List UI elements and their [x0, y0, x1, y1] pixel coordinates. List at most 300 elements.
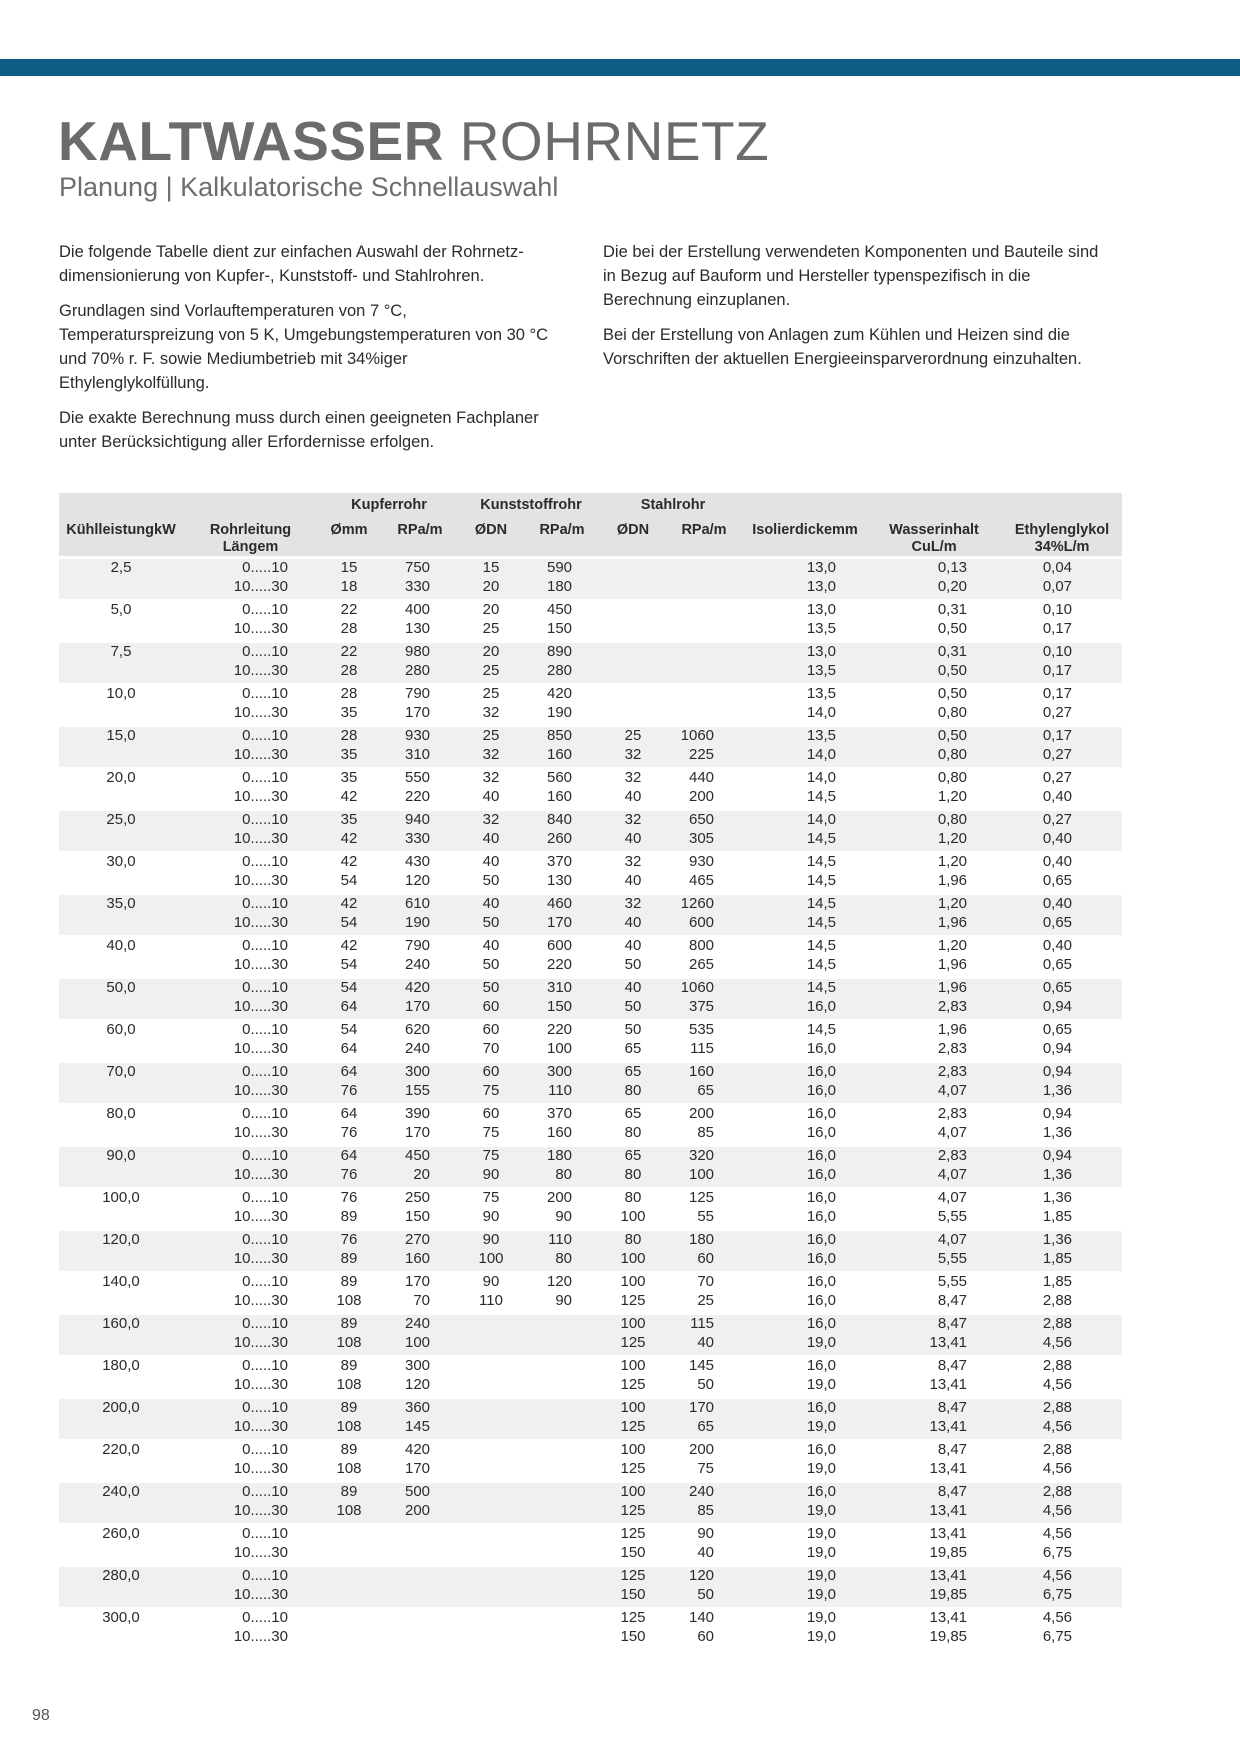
- top-accent-bar: [0, 59, 1240, 76]
- cell-value: 0.....10: [242, 1021, 288, 1038]
- table-row: [59, 685, 1122, 727]
- cell-ethylenglykol: [1002, 811, 1122, 853]
- cell-value: [602, 704, 664, 723]
- cell-value: 89: [340, 1441, 358, 1458]
- cell-isolierdicke: [744, 727, 866, 769]
- cell-value: 60: [482, 1063, 500, 1080]
- cell-value: [522, 1628, 572, 1647]
- cell-value: 0.....10: [242, 643, 288, 660]
- cell-value: 80: [624, 1231, 642, 1248]
- cell-value: 5,55: [937, 1273, 968, 1290]
- cell-value: 450: [546, 601, 573, 618]
- cell-value: 28: [340, 619, 358, 637]
- cell-value: 300: [404, 1063, 431, 1080]
- cell-kupfer-r: [380, 1441, 460, 1483]
- cell-kupfer-durchmesser: [318, 979, 380, 1021]
- cell-stahl-durchmesser: [602, 1021, 664, 1063]
- cell-kunststoff-r: [522, 1063, 602, 1105]
- cell-value: 89: [340, 1249, 358, 1267]
- cell-value: 6,75: [1042, 1543, 1073, 1561]
- cell-kunststoff-durchmesser: [460, 811, 522, 853]
- cell-value: [380, 1628, 430, 1647]
- cell-value: [664, 685, 714, 704]
- cell-value: 200: [689, 1441, 715, 1458]
- cell-stahl-r: [664, 1315, 744, 1357]
- cell-value: 108: [336, 1291, 362, 1309]
- cell-kuehlleistung: [59, 1063, 183, 1105]
- cell-isolierdicke: [744, 1483, 866, 1525]
- cell-value: 0.....10: [242, 1189, 288, 1206]
- cell-kupfer-r: [380, 1021, 460, 1063]
- intro-paragraph: Die folgende Tabelle dient zur einfachen Auswahl der Rohrnetz-dimensionierung von Kupfer-, Kunststoff- und Stahlrohren.: [59, 243, 524, 285]
- cell-stahl-r: [664, 1021, 744, 1063]
- cell-isolierdicke: [744, 1357, 866, 1399]
- cell-value: [664, 662, 714, 681]
- cell-kunststoff-durchmesser: [460, 979, 522, 1021]
- cell-value: 19,0: [806, 1417, 837, 1435]
- cell-value: 0,65: [1042, 955, 1073, 973]
- cell-kuehlleistung: [59, 1525, 183, 1567]
- cell-stahl-durchmesser: [602, 1063, 664, 1105]
- cell-value: 240: [689, 1483, 715, 1500]
- cell-value: [664, 578, 714, 597]
- cell-value: 465: [689, 871, 715, 889]
- cell-rohrleitung-laenge: [183, 1231, 318, 1273]
- cell-value: 16,0: [806, 1315, 837, 1332]
- cell-value: 0,17: [1042, 685, 1073, 702]
- table-row: [59, 937, 1122, 979]
- cell-value: 0,80: [937, 769, 968, 786]
- cell-value: 400: [404, 601, 431, 618]
- cell-value: 200,0: [102, 1399, 140, 1416]
- column-header-kupfer-r: [380, 518, 460, 559]
- cell-isolierdicke: [744, 1231, 866, 1273]
- cell-value: 13,41: [929, 1567, 968, 1584]
- cell-kupfer-durchmesser: [318, 937, 380, 979]
- cell-kupfer-durchmesser: [318, 1147, 380, 1189]
- cell-stahl-durchmesser: [602, 559, 664, 601]
- cell-value: [460, 1502, 522, 1521]
- cell-isolierdicke: [744, 1105, 866, 1147]
- cell-kuehlleistung: [59, 1147, 183, 1189]
- cell-ethylenglykol: [1002, 1609, 1122, 1651]
- cell-value: 130: [404, 619, 431, 637]
- cell-value: 125: [620, 1375, 646, 1393]
- cell-stahl-r: [664, 1483, 744, 1525]
- cell-value: 100: [620, 1483, 646, 1500]
- cell-value: 108: [336, 1501, 362, 1519]
- cell-value: 4,56: [1042, 1459, 1073, 1477]
- column-header-unit: kW: [154, 522, 176, 538]
- cell-value: 600: [689, 913, 715, 931]
- cell-isolierdicke: [744, 1441, 866, 1483]
- cell-value: 2,88: [1042, 1357, 1073, 1374]
- cell-value: 70: [482, 1039, 500, 1057]
- cell-isolierdicke: [744, 643, 866, 685]
- cell-kuehlleistung: [59, 1567, 183, 1609]
- cell-kuehlleistung: [59, 1483, 183, 1525]
- table-row: [59, 727, 1122, 769]
- cell-value: 200: [689, 787, 715, 805]
- column-header-unit: Pa/m: [549, 522, 585, 538]
- column-header-unit: L/m: [930, 539, 957, 555]
- cell-kupfer-r: [380, 1609, 460, 1651]
- cell-kupfer-durchmesser: [318, 1273, 380, 1315]
- cell-value: 1,20: [937, 937, 968, 954]
- cell-value: 0,04: [1042, 559, 1073, 576]
- cell-stahl-durchmesser: [602, 979, 664, 1021]
- table-row: [59, 1273, 1122, 1315]
- cell-kunststoff-durchmesser: [460, 1357, 522, 1399]
- cell-wasserinhalt-cu: [866, 1231, 1002, 1273]
- cell-value: 10.....30: [233, 829, 288, 847]
- cell-value: 0,94: [1042, 1147, 1073, 1164]
- cell-value: 170: [404, 997, 431, 1015]
- cell-value: 560: [546, 769, 573, 786]
- cell-value: 76: [340, 1123, 358, 1141]
- cell-value: 28: [340, 685, 358, 702]
- cell-value: 650: [689, 811, 715, 828]
- cell-value: 75: [482, 1081, 500, 1099]
- cell-kupfer-durchmesser: [318, 727, 380, 769]
- cell-value: [522, 1399, 572, 1418]
- cell-value: 300: [404, 1357, 431, 1374]
- cell-kuehlleistung: [59, 1189, 183, 1231]
- column-header-label: Kühlleistung: [66, 522, 155, 538]
- cell-isolierdicke: [744, 1147, 866, 1189]
- cell-kunststoff-r: [522, 979, 602, 1021]
- table-row: [59, 1105, 1122, 1147]
- cell-value: 145: [689, 1357, 715, 1374]
- column-header-stahl-r: [664, 518, 744, 559]
- cell-value: 10.....30: [233, 787, 288, 805]
- cell-ethylenglykol: [1002, 601, 1122, 643]
- cell-value: 75: [697, 1459, 715, 1477]
- cell-value: [522, 1525, 572, 1544]
- cell-value: 5,55: [937, 1207, 968, 1225]
- cell-value: 125: [689, 1189, 715, 1206]
- table-row: [59, 769, 1122, 811]
- group-header-stahlrohr: Stahlrohr: [602, 493, 744, 518]
- cell-value: 0,65: [1042, 1021, 1073, 1038]
- cell-kupfer-r: [380, 1567, 460, 1609]
- cell-value: 40: [624, 829, 642, 847]
- cell-kunststoff-durchmesser: [460, 727, 522, 769]
- cell-value: 54: [340, 1021, 358, 1038]
- cell-value: 40: [624, 787, 642, 805]
- cell-value: 390: [404, 1105, 431, 1122]
- cell-value: 120: [546, 1273, 573, 1290]
- cell-value: 42: [340, 895, 358, 912]
- cell-rohrleitung-laenge: [183, 1399, 318, 1441]
- cell-stahl-durchmesser: [602, 1567, 664, 1609]
- cell-wasserinhalt-cu: [866, 601, 1002, 643]
- cell-value: 80: [555, 1249, 573, 1267]
- table-row: [59, 1525, 1122, 1567]
- cell-value: [460, 1586, 522, 1605]
- cell-value: 32: [482, 769, 500, 786]
- cell-kunststoff-r: [522, 1399, 602, 1441]
- cell-rohrleitung-laenge: [183, 1315, 318, 1357]
- cell-value: 90: [482, 1207, 500, 1225]
- cell-value: 180: [546, 577, 573, 595]
- cell-value: [460, 1418, 522, 1437]
- cell-value: 420: [404, 979, 431, 996]
- cell-value: 190: [546, 703, 573, 721]
- cell-ethylenglykol: [1002, 1399, 1122, 1441]
- cell-ethylenglykol: [1002, 979, 1122, 1021]
- cell-value: 430: [404, 853, 431, 870]
- cell-value: 450: [404, 1147, 431, 1164]
- cell-kupfer-r: [380, 685, 460, 727]
- cell-value: 460: [546, 895, 573, 912]
- cell-kupfer-r: [380, 601, 460, 643]
- cell-kupfer-r: [380, 1231, 460, 1273]
- cell-isolierdicke: [744, 1189, 866, 1231]
- cell-value: [522, 1586, 572, 1605]
- cell-value: 8,47: [937, 1315, 968, 1332]
- cell-value: 14,5: [806, 913, 837, 931]
- cell-value: 1,85: [1042, 1249, 1073, 1267]
- cell-value: 10.....30: [233, 1039, 288, 1057]
- cell-value: 5,55: [937, 1249, 968, 1267]
- cell-value: 20,0: [106, 769, 136, 786]
- cell-value: 100: [620, 1399, 646, 1416]
- cell-value: 0.....10: [242, 1231, 288, 1248]
- cell-value: 14,0: [806, 769, 837, 786]
- cell-stahl-r: [664, 1273, 744, 1315]
- cell-value: 0,10: [1042, 643, 1073, 660]
- cell-value: [664, 620, 714, 639]
- cell-value: 2,88: [1042, 1291, 1073, 1309]
- cell-rohrleitung-laenge: [183, 1273, 318, 1315]
- cell-value: 13,0: [806, 577, 837, 595]
- cell-stahl-durchmesser: [602, 1231, 664, 1273]
- cell-stahl-durchmesser: [602, 853, 664, 895]
- cell-wasserinhalt-cu: [866, 559, 1002, 601]
- cell-ethylenglykol: [1002, 685, 1122, 727]
- cell-value: 4,07: [937, 1231, 968, 1248]
- cell-wasserinhalt-cu: [866, 811, 1002, 853]
- cell-value: 14,5: [806, 853, 837, 870]
- cell-value: 13,5: [806, 619, 837, 637]
- column-header-kupfer-durchmesser: [318, 518, 380, 559]
- cell-value: 790: [404, 685, 431, 702]
- cell-value: 89: [340, 1207, 358, 1225]
- cell-value: [522, 1544, 572, 1563]
- cell-kuehlleistung: [59, 1105, 183, 1147]
- column-header-ethylenglykol: [1002, 518, 1122, 559]
- table-row: [59, 1147, 1122, 1189]
- cell-ethylenglykol: [1002, 1189, 1122, 1231]
- cell-value: 90: [482, 1231, 500, 1248]
- cell-kunststoff-durchmesser: [460, 685, 522, 727]
- cell-value: [460, 1376, 522, 1395]
- cell-value: 1,20: [937, 853, 968, 870]
- cell-value: 930: [689, 853, 715, 870]
- intro-right-column: [603, 240, 1103, 382]
- cell-value: 0,27: [1042, 811, 1073, 828]
- cell-rohrleitung-laenge: [183, 1567, 318, 1609]
- cell-value: 500: [404, 1483, 431, 1500]
- cell-kunststoff-durchmesser: [460, 1189, 522, 1231]
- cell-value: 10.....30: [233, 997, 288, 1015]
- cell-kunststoff-r: [522, 685, 602, 727]
- cell-kunststoff-durchmesser: [460, 601, 522, 643]
- cell-kunststoff-durchmesser: [460, 1525, 522, 1567]
- cell-wasserinhalt-cu: [866, 1567, 1002, 1609]
- cell-wasserinhalt-cu: [866, 853, 1002, 895]
- cell-stahl-r: [664, 601, 744, 643]
- cell-wasserinhalt-cu: [866, 1021, 1002, 1063]
- cell-value: 108: [336, 1417, 362, 1435]
- cell-value: 0,80: [937, 811, 968, 828]
- cell-value: 60: [482, 1105, 500, 1122]
- cell-value: [522, 1609, 572, 1628]
- cell-value: 32: [624, 769, 642, 786]
- cell-kupfer-r: [380, 811, 460, 853]
- cell-wasserinhalt-cu: [866, 727, 1002, 769]
- cell-value: [460, 1315, 522, 1334]
- cell-value: 54: [340, 913, 358, 931]
- cell-wasserinhalt-cu: [866, 1399, 1002, 1441]
- cell-value: 0,31: [937, 601, 968, 618]
- cell-value: 19,0: [806, 1333, 837, 1351]
- cell-wasserinhalt-cu: [866, 769, 1002, 811]
- cell-value: 125: [620, 1291, 646, 1309]
- cell-value: 790: [404, 937, 431, 954]
- cell-value: 19,0: [806, 1627, 837, 1645]
- cell-rohrleitung-laenge: [183, 1189, 318, 1231]
- cell-value: [664, 704, 714, 723]
- cell-value: 0,40: [1042, 937, 1073, 954]
- cell-isolierdicke: [744, 937, 866, 979]
- cell-isolierdicke: [744, 601, 866, 643]
- cell-value: 16,0: [806, 1357, 837, 1374]
- cell-kunststoff-r: [522, 643, 602, 685]
- cell-kunststoff-r: [522, 727, 602, 769]
- cell-isolierdicke: [744, 685, 866, 727]
- cell-kunststoff-r: [522, 1021, 602, 1063]
- column-header-label: Ø: [330, 522, 342, 538]
- cell-value: 14,0: [806, 745, 837, 763]
- cell-value: 550: [404, 769, 431, 786]
- cell-value: [460, 1399, 522, 1418]
- cell-kuehlleistung: [59, 727, 183, 769]
- cell-stahl-r: [664, 1525, 744, 1567]
- cell-wasserinhalt-cu: [866, 643, 1002, 685]
- cell-value: 265: [689, 955, 715, 973]
- cell-value: 0.....10: [242, 811, 288, 828]
- cell-value: 125: [620, 1333, 646, 1351]
- cell-value: 2,83: [937, 997, 968, 1015]
- cell-rohrleitung-laenge: [183, 1609, 318, 1651]
- cell-ethylenglykol: [1002, 1315, 1122, 1357]
- cell-value: 89: [340, 1273, 358, 1290]
- cell-kuehlleistung: [59, 979, 183, 1021]
- cell-value: 220: [404, 787, 431, 805]
- cell-value: 0.....10: [242, 895, 288, 912]
- cell-value: 2,83: [937, 1063, 968, 1080]
- cell-value: 0.....10: [242, 1483, 288, 1500]
- cell-kupfer-durchmesser: [318, 1189, 380, 1231]
- cell-value: 40: [697, 1543, 715, 1561]
- cell-ethylenglykol: [1002, 1483, 1122, 1525]
- cell-kunststoff-r: [522, 1441, 602, 1483]
- cell-isolierdicke: [744, 811, 866, 853]
- cell-kupfer-durchmesser: [318, 769, 380, 811]
- cell-value: 20: [482, 601, 500, 618]
- cell-value: 20: [413, 1165, 431, 1183]
- cell-value: 10.....30: [233, 1333, 288, 1351]
- cell-value: 1,85: [1042, 1273, 1073, 1290]
- table-row: [59, 1483, 1122, 1525]
- cell-value: 130: [546, 871, 573, 889]
- cell-value: 10.....30: [233, 955, 288, 973]
- cell-kunststoff-r: [522, 811, 602, 853]
- cell-value: 54: [340, 871, 358, 889]
- cell-kuehlleistung: [59, 811, 183, 853]
- cell-stahl-r: [664, 1357, 744, 1399]
- cell-kupfer-durchmesser: [318, 853, 380, 895]
- cell-value: 220: [546, 955, 573, 973]
- cell-value: 270: [404, 1231, 431, 1248]
- cell-value: 10.....30: [233, 1459, 288, 1477]
- cell-value: 14,5: [806, 829, 837, 847]
- cell-value: 32: [482, 745, 500, 763]
- cell-value: 18: [340, 577, 358, 595]
- cell-value: 170: [546, 913, 573, 931]
- cell-rohrleitung-laenge: [183, 1021, 318, 1063]
- table-body: [59, 559, 1122, 1651]
- cell-value: 200: [546, 1189, 573, 1206]
- cell-kupfer-durchmesser: [318, 1399, 380, 1441]
- cell-value: 1,96: [937, 913, 968, 931]
- cell-value: 2,5: [110, 559, 132, 576]
- cell-kuehlleistung: [59, 643, 183, 685]
- cell-value: 4,56: [1042, 1417, 1073, 1435]
- cell-value: 170: [404, 1123, 431, 1141]
- cell-stahl-durchmesser: [602, 1525, 664, 1567]
- cell-kunststoff-durchmesser: [460, 1063, 522, 1105]
- table-row: [59, 811, 1122, 853]
- cell-value: [522, 1376, 572, 1395]
- cell-ethylenglykol: [1002, 1357, 1122, 1399]
- cell-value: 1,20: [937, 787, 968, 805]
- cell-value: 2,88: [1042, 1315, 1073, 1332]
- cell-kunststoff-r: [522, 559, 602, 601]
- cell-kunststoff-durchmesser: [460, 769, 522, 811]
- cell-value: 16,0: [806, 1081, 837, 1099]
- cell-kunststoff-r: [522, 1525, 602, 1567]
- cell-value: 25: [624, 727, 642, 744]
- cell-value: 125: [620, 1501, 646, 1519]
- cell-isolierdicke: [744, 979, 866, 1021]
- cell-value: 42: [340, 853, 358, 870]
- cell-value: 0.....10: [242, 769, 288, 786]
- cell-value: 0,94: [1042, 1063, 1073, 1080]
- cell-value: 0,27: [1042, 703, 1073, 721]
- cell-value: 10.....30: [233, 1165, 288, 1183]
- cell-value: [522, 1460, 572, 1479]
- cell-stahl-r: [664, 1189, 744, 1231]
- cell-ethylenglykol: [1002, 1105, 1122, 1147]
- cell-value: 90: [482, 1273, 500, 1290]
- cell-kunststoff-durchmesser: [460, 1021, 522, 1063]
- cell-rohrleitung-laenge: [183, 1525, 318, 1567]
- cell-rohrleitung-laenge: [183, 601, 318, 643]
- cell-value: 50: [482, 979, 500, 996]
